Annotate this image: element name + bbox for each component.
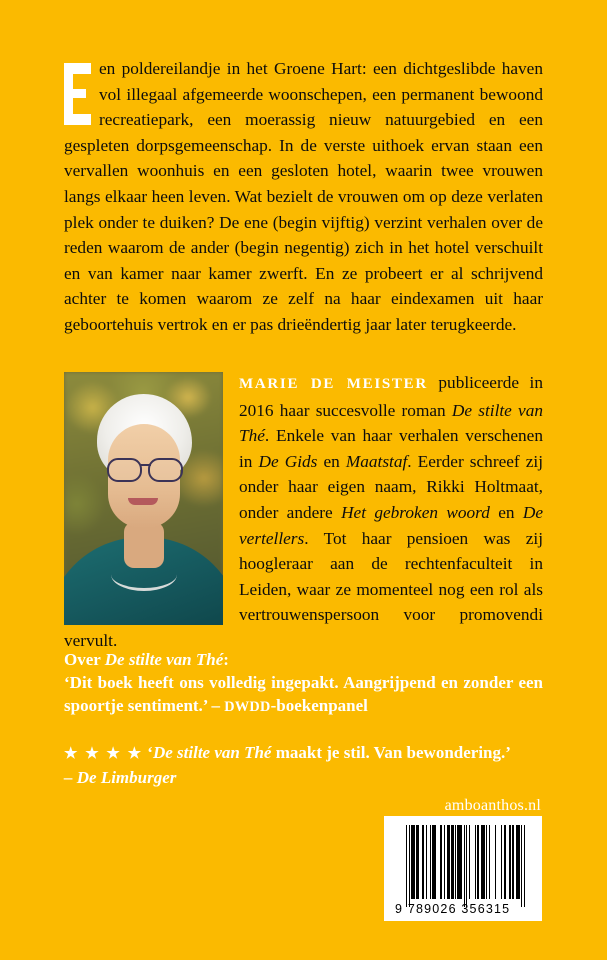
blurb-paragraph — [64, 56, 543, 338]
bio-title-maatstaf: Maatstaf — [345, 451, 408, 471]
photo-mouth — [128, 498, 158, 505]
review-heading-suffix: : — [223, 650, 229, 669]
drop-cap-letter-e — [64, 63, 91, 125]
author-portrait-photo — [64, 372, 223, 625]
blurb-text: en poldereilandje in het Groene Hart: een dichtgeslibde haven vol illegaal afgemeerde woonschepen, een permanent bewoond recreatiepark, een moerassig nieuw natuurgebied en een gespleten dorpsgemeenschap. In de verste uithoek ervan staan een vervallen woonhuis en een gesloten hotel, waarin twee vrouwen langs elkaar heen leven. Wat bezielt de vrouwen om op deze verlaten plek onder te duiken? De ene (begin vijftig) verzint verhalen over de reden waarom de ander (begin negentig) zich in het hotel verschuilt en van kamer naar kamer zwerft. En ze probeert er al schrijvend achter te komen waarom ze zelf na haar eindexamen uit haar geboortehuis vertrok en er pas drieëndertig jaar later terugkeerde. — [64, 59, 543, 334]
bio-part-4: . Eerder schreef zij onder haar eigen naam, Rikki Holtmaat, onder andere — [239, 451, 544, 522]
photo-glasses — [106, 458, 184, 478]
photo-necklace — [111, 558, 177, 591]
bio-title-de-vertellers: De vertellers — [239, 502, 544, 548]
bio-part-5: en — [489, 502, 523, 522]
bio-part-1: publiceerde in 2016 haar succesvolle roman — [239, 373, 544, 420]
review-heading — [64, 648, 543, 671]
barcode-bars — [406, 825, 525, 899]
review-heading-prefix: Over — [64, 650, 105, 669]
publisher-website[interactable]: amboanthos.nl — [444, 797, 541, 814]
review-source-suffix: -boekenpanel — [270, 696, 368, 715]
bio-part-6: . Tot haar pensioen was zij hoogleraar aan de rechtenfaculteit in Leiden, waar ze momenteel nog een rol als vertrouwenspersoon voor promovendi vervult. — [64, 528, 543, 650]
isbn-barcode — [384, 816, 542, 921]
bio-title-de-gids: De Gids — [258, 451, 318, 471]
author-block — [64, 370, 543, 654]
reviews-section — [64, 648, 543, 789]
review-block-limburger — [64, 741, 543, 789]
review-quote-dwdd — [64, 671, 543, 719]
review-quote-2-rest: maakt je stil. Van bewondering.’ — [271, 743, 511, 762]
review-heading-title: De stilte van Thé — [104, 650, 224, 669]
review-quote-2-open: ‘ — [147, 743, 153, 762]
review-source-limburger: – De Limburger — [64, 768, 177, 787]
bio-part-2: . Enkele van haar verhalen verschenen in — [239, 426, 543, 471]
review-source-dwdd: DWDD — [224, 699, 271, 715]
bio-title-de-stilte-van-the: De stilte van Thé — [239, 400, 544, 446]
review-quote-2-title: De stilte van Thé — [152, 743, 272, 762]
review-quote-limburger — [64, 741, 543, 766]
review-quote-1-text: ‘Dit boek heeft ons volledig ingepakt. Aangrijpend en zonder een spoortje sentiment.’ – — [64, 673, 543, 715]
bio-title-het-gebroken-woord: Het gebroken woord — [341, 502, 490, 522]
star-rating-icons: ★ ★ ★ ★ — [64, 746, 144, 762]
barcode-digits: 9 789026 356315 — [395, 902, 511, 916]
bio-part-3: en — [317, 451, 346, 471]
author-name: MARIE DE MEISTER — [239, 376, 428, 392]
